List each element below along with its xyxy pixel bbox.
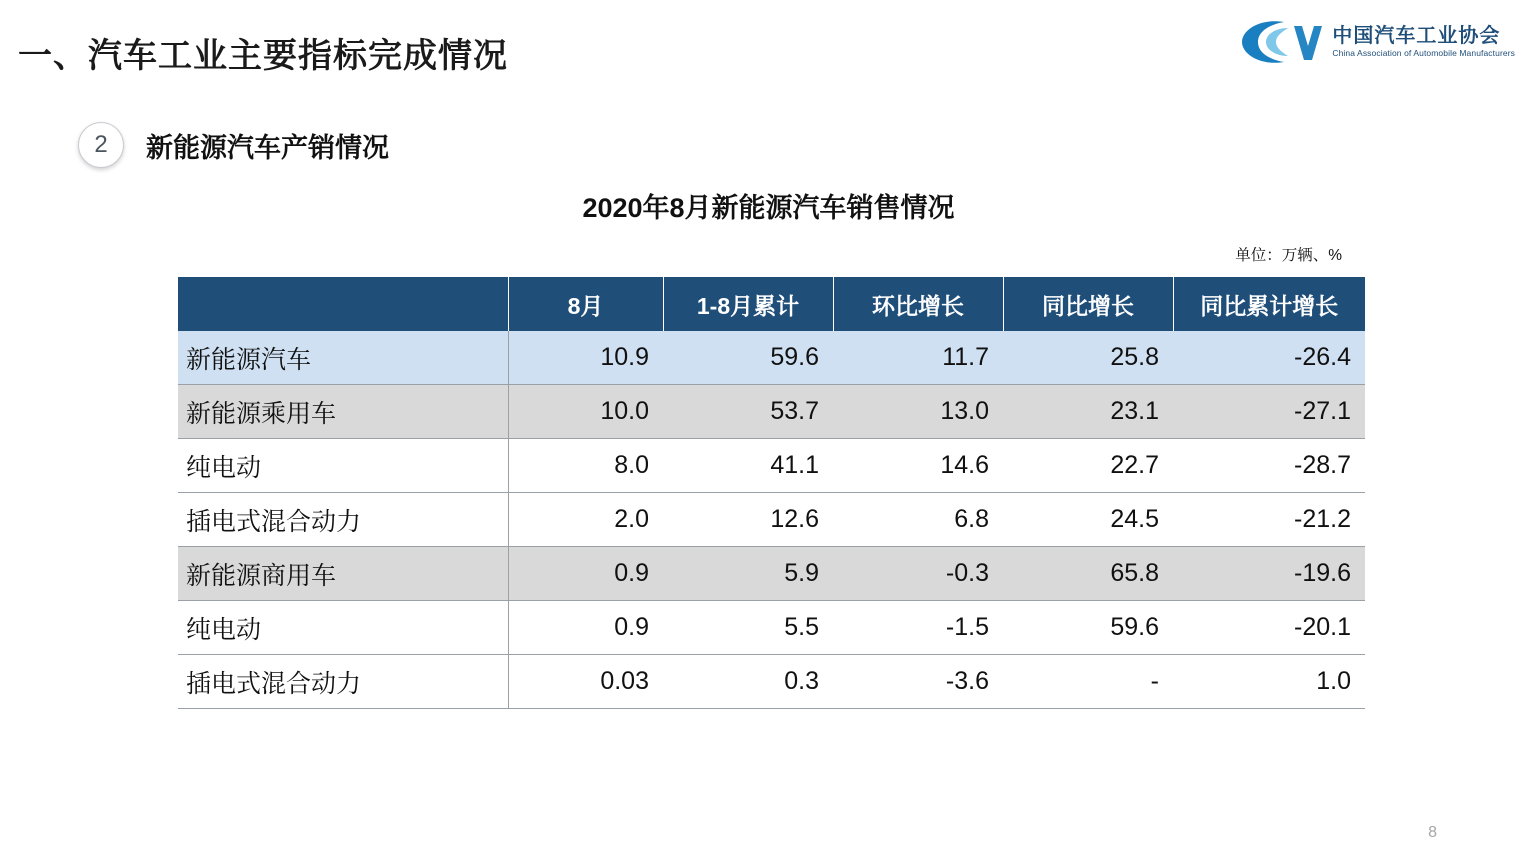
row-label: 插电式混合动力 [178, 655, 508, 709]
cell-yoy-growth: - [1003, 655, 1173, 709]
row-label: 纯电动 [178, 439, 508, 493]
row-label: 插电式混合动力 [178, 493, 508, 547]
cell-month: 8.0 [508, 439, 663, 493]
column-header-category [178, 277, 508, 331]
table-row [178, 655, 1365, 709]
sales-table-container [178, 277, 1351, 709]
cell-cumulative: 5.9 [663, 547, 833, 601]
cell-mom-growth: -0.3 [833, 547, 1003, 601]
cell-yoy-growth: 25.8 [1003, 331, 1173, 385]
page-number: 8 [1428, 824, 1437, 841]
row-label: 纯电动 [178, 601, 508, 655]
logo-text [1332, 25, 1515, 58]
table-row [178, 385, 1365, 439]
cell-yoy-cumulative-growth: -19.6 [1173, 547, 1365, 601]
cell-cumulative: 59.6 [663, 331, 833, 385]
row-label: 新能源汽车 [178, 331, 508, 385]
cell-yoy-cumulative-growth: -26.4 [1173, 331, 1365, 385]
cell-month: 2.0 [508, 493, 663, 547]
cell-yoy-growth: 65.8 [1003, 547, 1173, 601]
cell-yoy-growth: 23.1 [1003, 385, 1173, 439]
table-body [178, 331, 1365, 709]
column-header-cumulative: 1-8月累计 [663, 277, 833, 331]
table-unit-note: 单位：万辆、% [1235, 247, 1342, 264]
cell-month: 10.9 [508, 331, 663, 385]
row-label: 新能源商用车 [178, 547, 508, 601]
cell-mom-growth: -3.6 [833, 655, 1003, 709]
cell-cumulative: 53.7 [663, 385, 833, 439]
column-header-yoy-growth: 同比增长 [1003, 277, 1173, 331]
table-row [178, 601, 1365, 655]
cell-mom-growth: -1.5 [833, 601, 1003, 655]
cell-cumulative: 5.5 [663, 601, 833, 655]
cell-cumulative: 12.6 [663, 493, 833, 547]
table-row [178, 493, 1365, 547]
cell-yoy-growth: 59.6 [1003, 601, 1173, 655]
section-title: 新能源汽车产销情况 [146, 132, 389, 163]
caam-logo [1236, 16, 1515, 68]
cell-yoy-growth: 22.7 [1003, 439, 1173, 493]
cell-month: 10.0 [508, 385, 663, 439]
table-header-row [178, 277, 1365, 331]
table-title: 2020年8月新能源汽车销售情况 [582, 193, 955, 223]
cell-month: 0.9 [508, 547, 663, 601]
cell-month: 0.03 [508, 655, 663, 709]
cell-yoy-cumulative-growth: -28.7 [1173, 439, 1365, 493]
cell-yoy-cumulative-growth: -27.1 [1173, 385, 1365, 439]
cell-month: 0.9 [508, 601, 663, 655]
nev-sales-table [178, 277, 1365, 709]
cell-yoy-growth: 24.5 [1003, 493, 1173, 547]
column-header-mom-growth: 环比增长 [833, 277, 1003, 331]
cell-yoy-cumulative-growth: -21.2 [1173, 493, 1365, 547]
page-title: 一、汽车工业主要指标完成情况 [18, 37, 508, 75]
table-row [178, 331, 1365, 385]
cell-mom-growth: 6.8 [833, 493, 1003, 547]
row-label: 新能源乘用车 [178, 385, 508, 439]
cell-yoy-cumulative-growth: 1.0 [1173, 655, 1365, 709]
logo-english-name: China Association of Automobile Manufacturers [1332, 48, 1515, 59]
cell-cumulative: 41.1 [663, 439, 833, 493]
logo-chinese-name: 中国汽车工业协会 [1332, 25, 1501, 48]
column-header-month: 8月 [508, 277, 663, 331]
caam-logo-icon [1236, 16, 1322, 68]
column-header-yoy-cumulative-growth: 同比累计增长 [1173, 277, 1365, 331]
cell-cumulative: 0.3 [663, 655, 833, 709]
cell-mom-growth: 11.7 [833, 331, 1003, 385]
cell-yoy-cumulative-growth: -20.1 [1173, 601, 1365, 655]
cell-mom-growth: 14.6 [833, 439, 1003, 493]
table-row [178, 439, 1365, 493]
section-heading [78, 122, 389, 168]
cell-mom-growth: 13.0 [833, 385, 1003, 439]
section-number-badge: 2 [78, 122, 124, 168]
table-row [178, 547, 1365, 601]
